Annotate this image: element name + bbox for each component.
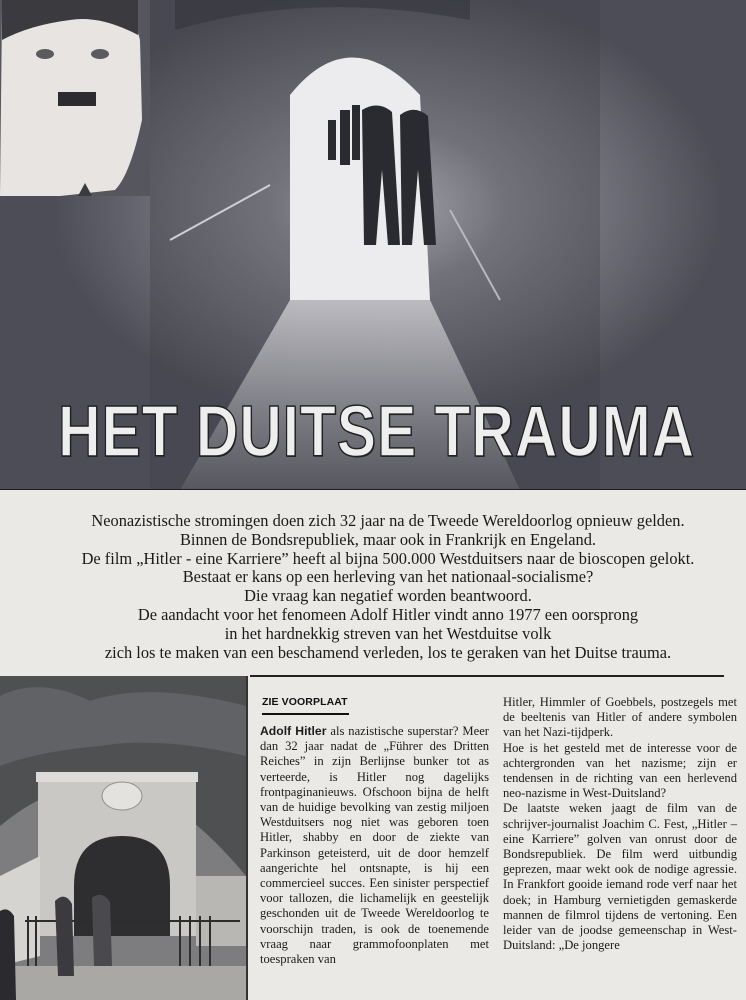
intro-lead [30, 512, 746, 662]
article-paragraph [260, 724, 489, 967]
tunnel-entrance-photo [0, 676, 246, 1000]
intro-line: De aandacht voor het fenomeen Adolf Hitler vindt anno 1977 een oorsprong [137, 604, 639, 624]
lead-in: Adolf Hitler [260, 724, 327, 738]
section-divider [250, 675, 724, 677]
hero-divider [0, 489, 746, 490]
hero-section [0, 0, 746, 490]
intro-line: Binnen de Bondsrepubliek, maar ook in Frankrijk en Engeland. [179, 529, 597, 549]
kicker-label: ZIE VOORPLAAT [262, 696, 348, 708]
intro-line: zich los te maken van een beschamend verleden, los te geraken van het Duitse trauma. [104, 642, 672, 662]
article-column-2 [503, 695, 737, 953]
headline: HET DUITSE TRAUMA [58, 392, 696, 472]
intro-line: in het hardnekkig streven van het Westduitse volk [224, 623, 552, 643]
photo-divider [246, 676, 248, 1000]
intro-line: Neonazistische stromingen doen zich 32 jaar na de Tweede Wereldoorlog opnieuw gelden. [91, 511, 685, 530]
intro-line: De film „Hitler - eine Karriere” heeft al bijna 500.000 Westduitsers naar de bioscopen gelokt. [81, 548, 695, 568]
article-paragraph: Hoe is het gesteld met de interesse voor de achtergronden van het nazisme; zijn er tendensen in de richting van een herlevend neo-nazisme in West-Duitsland? [503, 740, 737, 801]
article-paragraph: De laatste weken jaagt de film van de schrijver-journalist Joachim C. Fest, „Hitler – eine Karriere” golven van onrust door de Bondsrepubliek. De film werd uitbundig geprezen, maar wekt ook de nodige agressie. In Frankfort gooide iemand rode verf naar het doek; in Hamburg vernietigden gemaskerde mannen de filmrol tijdens de vertoning. Een leider van de joodse gemeenschap in West-Duitsland: „De jongere [503, 801, 737, 953]
paragraph-text: als nazistische superstar? Meer dan 32 jaar nadat de „Führer des Dritten Reiches” in zijn Berlijnse bunker tot as verteerde, is Hitler nog dagelijks frontpaginanieuws. Ofschoon bijna de helft van de huidige bevolking van zestig miljoen Westduitsers nog niet was geboren toen Hitler, shabby en door de ziekte van Parkinson geteisterd, uit de door hemzelf aangerichte hel ontsnapte, is hij een commercieel succes. Een sinister perspectief voor tallozen, die lichamelijk en geestelijk geschonden uit de Tweede Wereldoorlog te voorschijn traden, is ook de toenemende vraag naar grammofoonplaten met toespraken van [260, 724, 489, 967]
intro-line: Bestaat er kans op een herleving van het nationaal-socialisme? [182, 567, 594, 587]
article-paragraph: Hitler, Himmler of Goebbels, postzegels met de beeltenis van Hitler of andere symbolen van het Nazi-tijdperk. [503, 695, 737, 740]
kicker-underline [262, 713, 349, 715]
portrait-photo [0, 0, 150, 196]
article-column-1 [260, 724, 489, 967]
intro-line: Die vraag kan negatief worden beantwoord. [244, 586, 532, 606]
